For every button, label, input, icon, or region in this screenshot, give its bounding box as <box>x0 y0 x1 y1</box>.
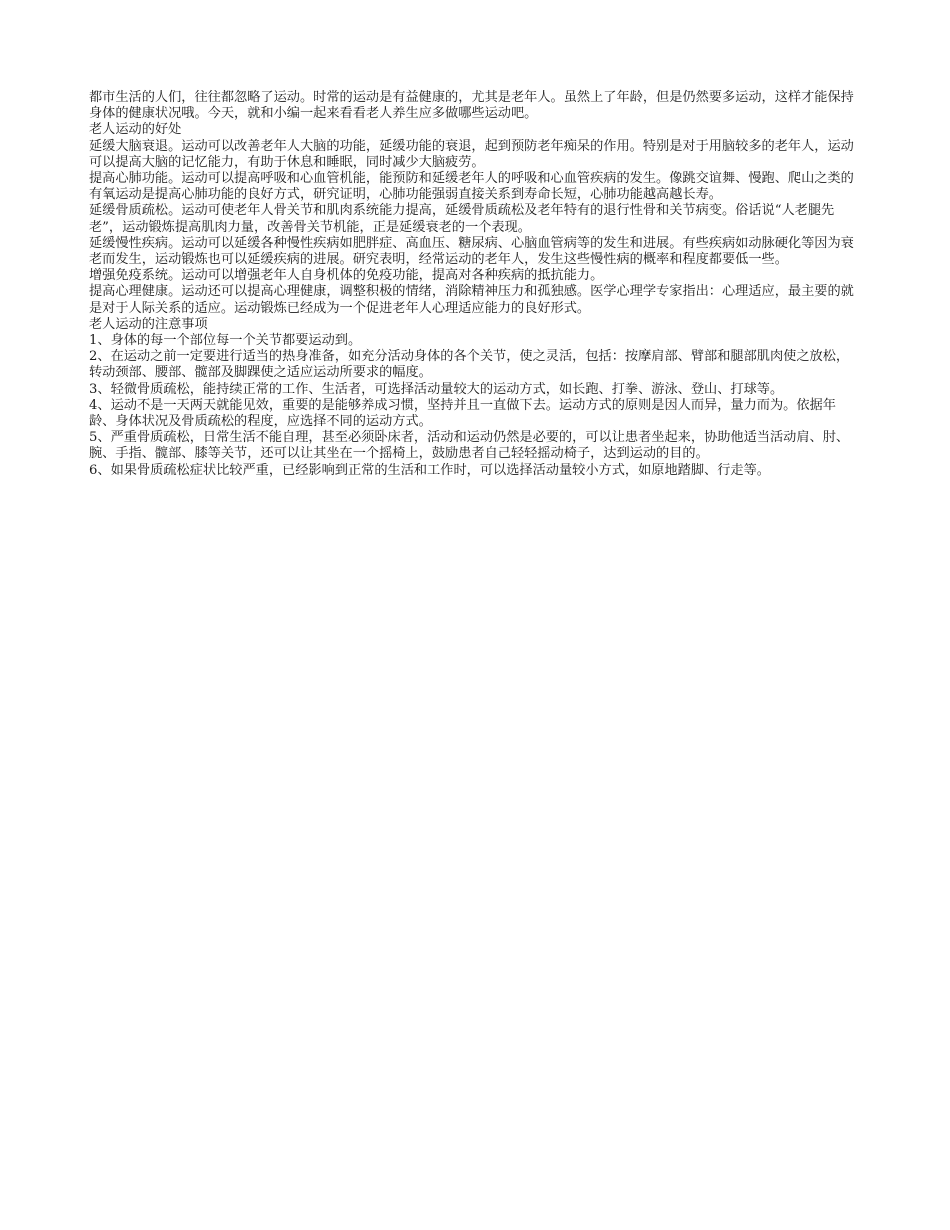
section-heading-notes: 老人运动的注意事项 <box>89 316 208 332</box>
note-list-item: 6、如果骨质疏松症状比较严重，已经影响到正常的生活和工作时，可以选择活动量较小方式，如原地踏脚、行走等。 <box>89 462 770 478</box>
benefit-paragraph: 延缓慢性疾病。运动可以延缓各种慢性疾病如肥胖症、高血压、糖尿病、心脑血管病等的发生和进展。有些疾病如动脉硬化等因为衰老而发生，运动锻炼也可以延缓疾病的进展。研究表明，经常运动的老年人，发生这些慢性病的概率和程度都要低一些。 <box>89 235 854 268</box>
note-list-item: 5、严重骨质疏松，日常生活不能自理，甚至必须卧床者，活动和运动仍然是必要的，可以让患者坐起来，协助他适当活动肩、肘、腕、手指、髋部、膝等关节，还可以让其坐在一个摇椅上，鼓励患者自己轻轻摇动椅子，达到运动的目的。 <box>89 430 850 462</box>
section-heading-benefits: 老人运动的好处 <box>89 122 182 138</box>
document-body <box>89 90 861 479</box>
benefit-paragraph: 增强免疫系统。运动可以增强老年人自身机体的免疫功能，提高对各种疾病的抵抗能力。 <box>89 268 604 284</box>
benefit-paragraph: 提高心肺功能。运动可以提高呼吸和心血管机能，能预防和延缓老年人的呼吸和心血管疾病的发生。像跳交谊舞、慢跑、爬山之类的有氧运动是提高心肺功能的良好方式，研究证明，心肺功能强弱直接关系到寿命长短，心肺功能越高越长寿。 <box>89 171 854 203</box>
benefit-paragraph: 提高心理健康。运动还可以提高心理健康，调整积极的情绪，消除精神压力和孤独感。医学心理学专家指出：心理适应，最主要的就是对于人际关系的适应。运动锻炼已经成为一个促进老年人心理适应能力的良好形式。 <box>89 284 854 316</box>
note-list-item: 3、轻微骨质疏松，能持续正常的工作、生活者，可选择活动量较大的运动方式，如长跑、打拳、游泳、登山、打球等。 <box>89 381 784 397</box>
intro-paragraph: 都市生活的人们，往往都忽略了运动。时常的运动是有益健康的，尤其是老年人。虽然上了年龄，但是仍然要多运动，这样才能保持身体的健康状况哦。今天，就和小编一起来看看老人养生应多做哪些运动吧。 <box>89 90 854 122</box>
benefit-paragraph: 延缓骨质疏松。运动可使老年人骨关节和肌肉系统能力提高，延缓骨质疏松及老年特有的退行性骨和关节病变。俗话说“人老腿先老”，运动锻炼提高肌肉力量，改善骨关节机能，正是延缓衰老的一个表现。 <box>89 203 835 235</box>
benefit-paragraph: 延缓大脑衰退。运动可以改善老年人大脑的功能，延缓功能的衰退，起到预防老年痴呆的作用。特别是对于用脑较多的老年人，运动可以提高大脑的记忆能力，有助于休息和睡眠，同时减少大脑疲劳。 <box>89 138 854 170</box>
note-list-item: 4、运动不是一天两天就能见效，重要的是能够养成习惯，坚持并且一直做下去。运动方式的原则是因人而异，量力而为。依据年龄、身体状况及骨质疏松的程度，应选择不同的运动方式。 <box>89 397 836 430</box>
note-list-item: 2、在运动之前一定要进行适当的热身准备，如充分活动身体的各个关节，使之灵活，包括：按摩肩部、臂部和腿部肌肉使之放松，转动颈部、腰部、髋部及脚踝使之适应运动所要求的幅度。 <box>89 349 850 381</box>
note-list-item: 1、身体的每一个部位每一个关节都要运动到。 <box>89 333 362 349</box>
